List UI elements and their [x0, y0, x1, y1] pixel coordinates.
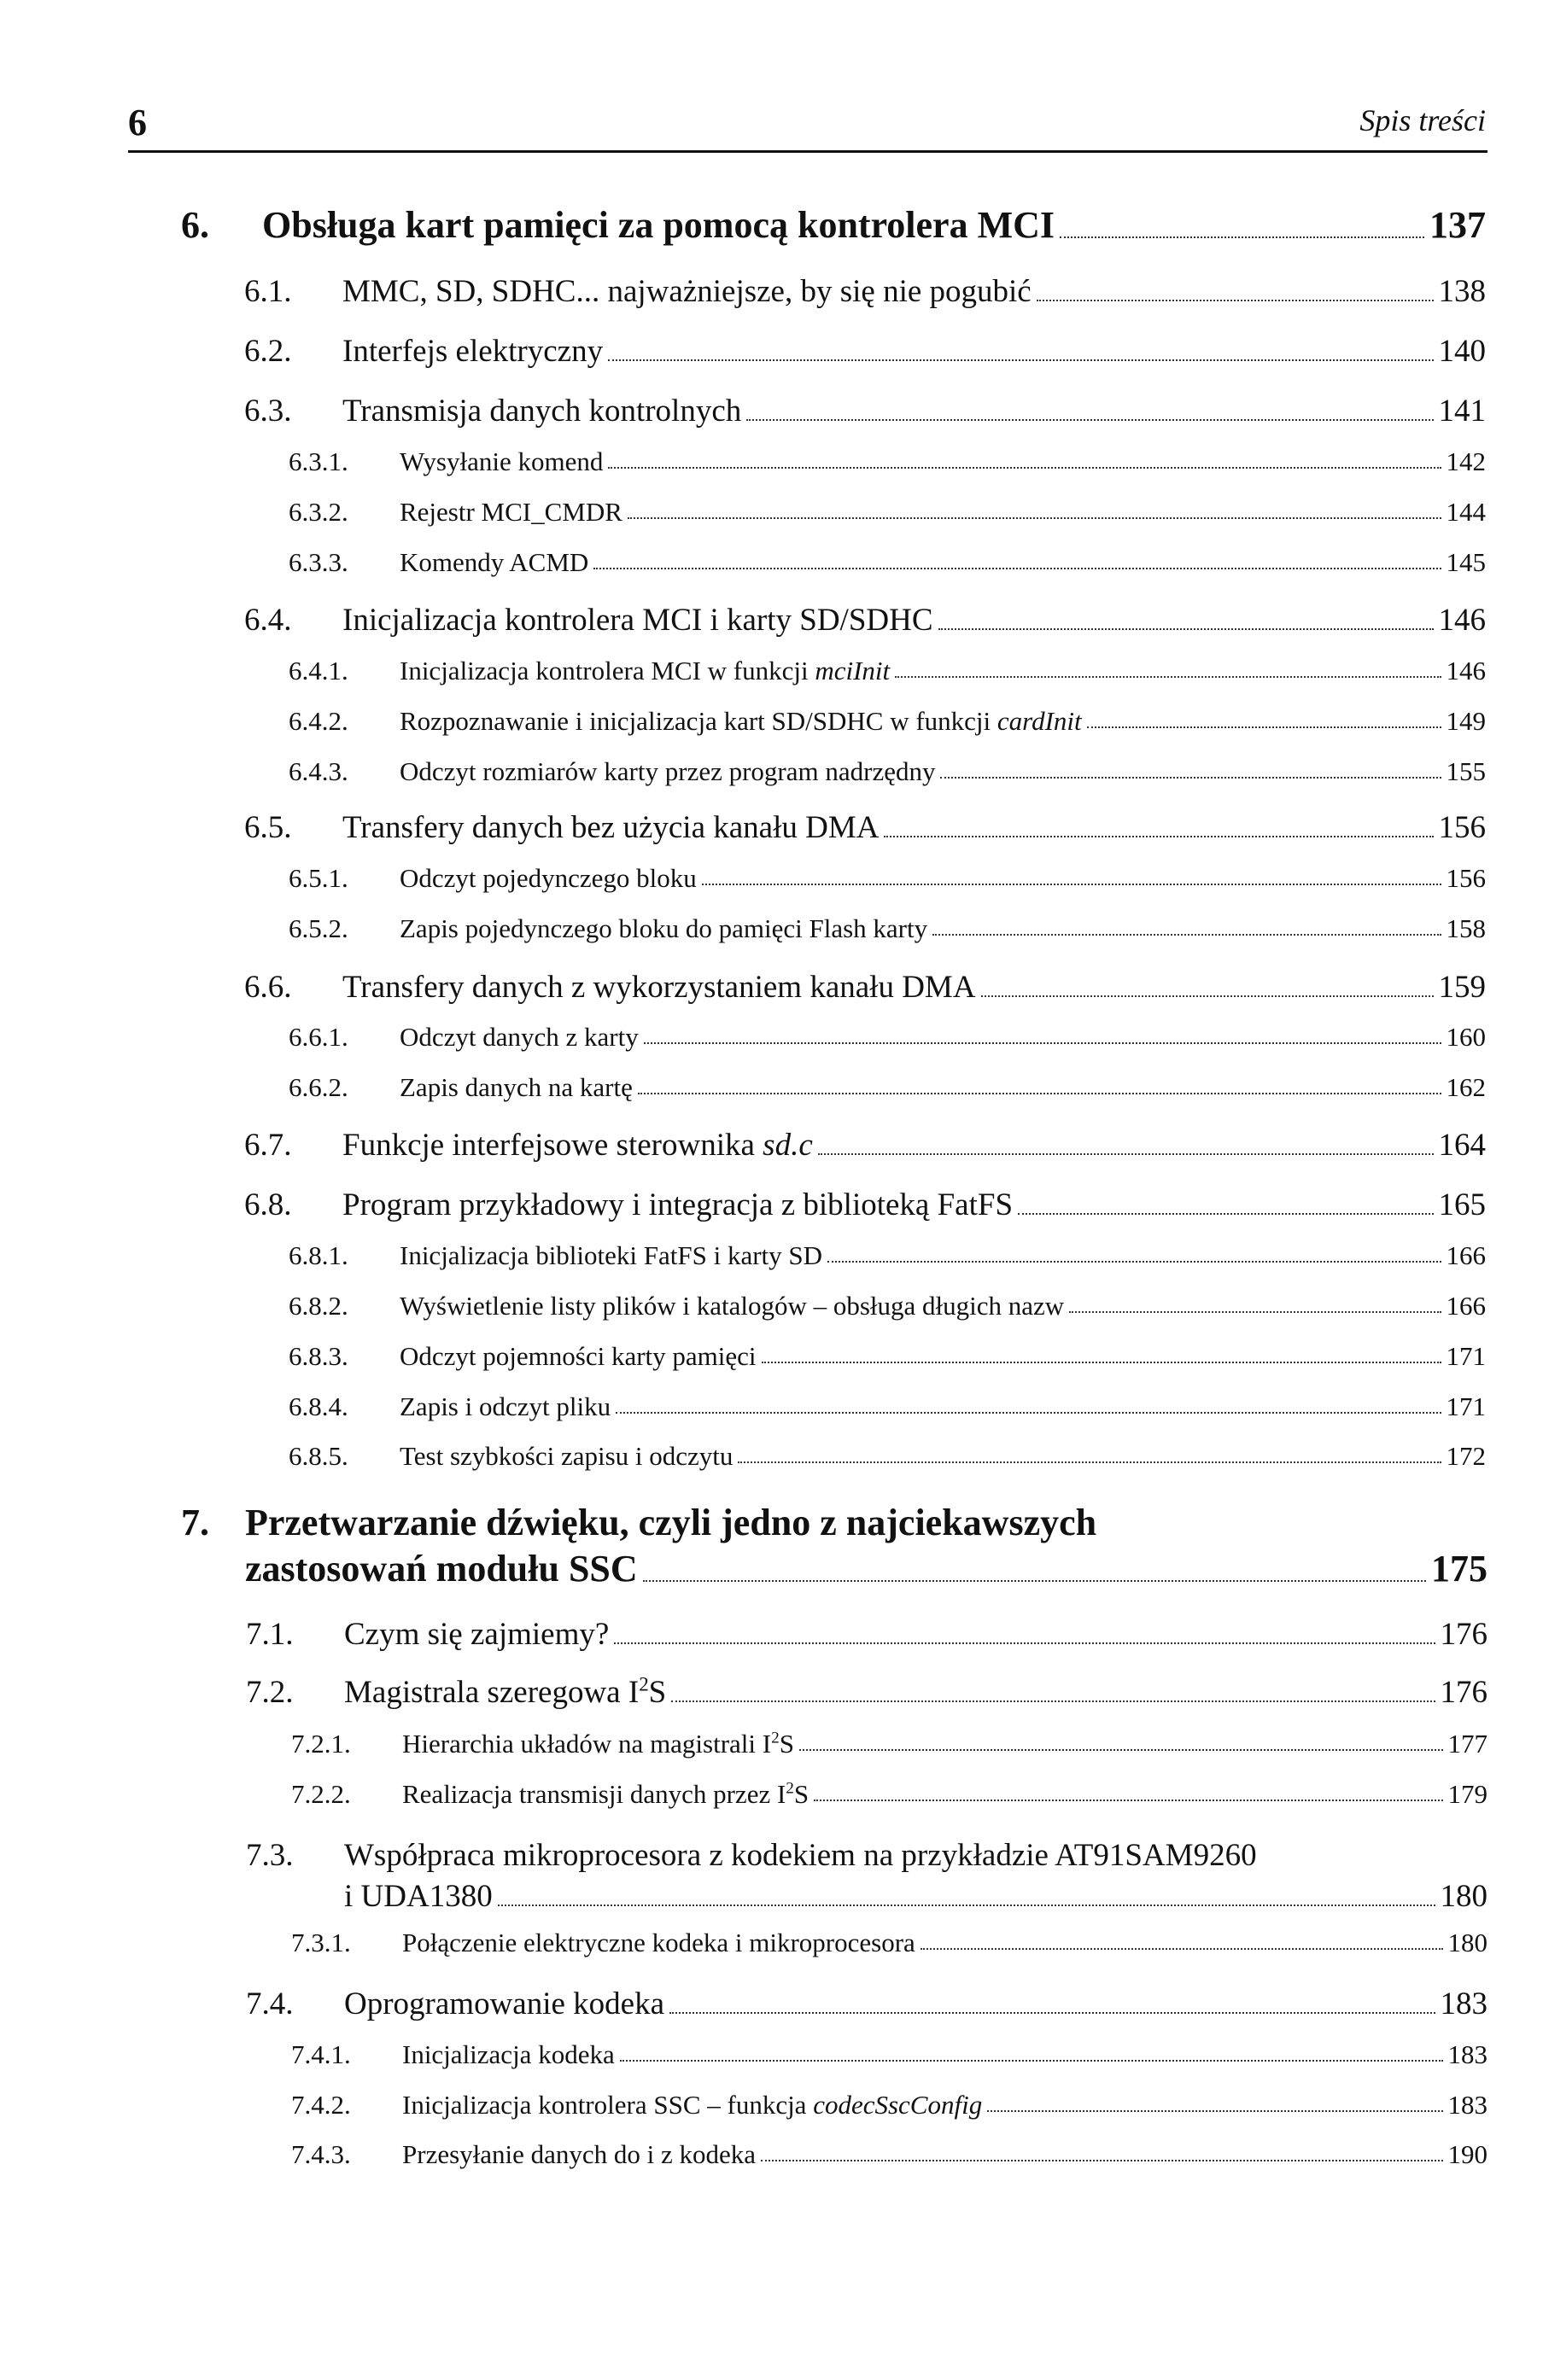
toc-num: 7. [181, 1502, 209, 1543]
toc-page: 177 [1447, 1729, 1487, 1759]
toc-entry-7-2-2[interactable] [291, 1779, 1487, 1810]
toc-leader [940, 777, 1441, 779]
toc-chapter-7[interactable] [245, 1547, 1487, 1590]
toc-entry-6-1[interactable] [244, 273, 1486, 310]
toc-page: 158 [1446, 913, 1486, 943]
toc-entry-6-3-2[interactable] [289, 497, 1486, 528]
toc-title: Współpraca mikroprocesora z kodekiem na przykładzie AT91SAM9260 [344, 1838, 1257, 1873]
toc-num: 6.3.1. [289, 446, 348, 476]
toc-page: 190 [1447, 2139, 1487, 2169]
toc-leader [746, 419, 1433, 421]
superscript: 2 [771, 1729, 780, 1747]
toc-leader [738, 1461, 1441, 1463]
toc-page: 137 [1429, 204, 1486, 246]
toc-title [400, 706, 1082, 737]
toc-title [342, 1127, 813, 1164]
toc-page: 144 [1446, 497, 1486, 527]
toc-title: i UDA1380 [344, 1879, 493, 1914]
toc-num: 6.8. [244, 1187, 292, 1222]
toc-title-italic: sd.c [763, 1128, 813, 1163]
toc-entry-6-8-4[interactable] [289, 1391, 1486, 1422]
toc-page: 171 [1446, 1341, 1486, 1371]
toc-leader [1087, 726, 1441, 728]
toc-title: Oprogramowanie kodeka [344, 1986, 665, 2021]
toc-leader [702, 884, 1441, 885]
toc-title: Test szybkości zapisu i odczytu [400, 1441, 734, 1471]
toc-leader [1037, 300, 1434, 301]
toc-entry-6-2[interactable] [244, 333, 1486, 370]
toc-title: Transmisja danych kontrolnych [342, 394, 742, 429]
toc-page: 140 [1438, 334, 1486, 369]
toc-num: 7.2.1. [291, 1729, 351, 1759]
toc-entry-6-6[interactable] [244, 969, 1486, 1006]
toc-title [344, 1674, 666, 1711]
toc-page: 183 [1440, 1986, 1487, 2021]
toc-entry-6-6-1[interactable] [289, 1022, 1486, 1053]
toc-entry-7-3-line1[interactable] [246, 1837, 1487, 1874]
toc-title: Program przykładowy i integracja z biblioteką FatFS [342, 1187, 1014, 1222]
toc-num: 6. [181, 204, 209, 246]
toc-title: Transfery danych z wykorzystaniem kanału DMA [342, 970, 976, 1005]
toc-entry-7-4[interactable] [246, 1986, 1487, 2022]
toc-entry-7-4-2[interactable] [291, 2090, 1487, 2120]
toc-num: 7.3.1. [291, 1928, 351, 1957]
toc-num: 6.8.4. [289, 1391, 348, 1421]
toc-title-text: Rozpoznawanie i inicjalizacja kart SD/SDHC w funkcji [400, 706, 997, 736]
toc-entry-6-3[interactable] [244, 393, 1486, 429]
toc-num: 6.8.5. [289, 1441, 348, 1471]
toc-num: 6.5.2. [289, 913, 348, 943]
toc-page: 179 [1447, 1779, 1487, 1809]
toc-entry-7-4-1[interactable] [291, 2039, 1487, 2070]
toc-page: 166 [1446, 1291, 1486, 1321]
toc-leader [938, 628, 1434, 630]
toc-leader [669, 2012, 1435, 2014]
toc-entry-6-8[interactable] [244, 1187, 1486, 1223]
toc-title-italic: mciInit [815, 656, 891, 685]
toc-leader [643, 1580, 1426, 1582]
toc-num: 7.4.2. [291, 2090, 351, 2120]
toc-title: Inicjalizacja kontrolera MCI i karty SD/SDHC [342, 603, 933, 638]
toc-title: Przetwarzanie dźwięku, czyli jedno z najciekawszych [245, 1502, 1097, 1543]
toc-num: 7.2.2. [291, 1779, 351, 1809]
superscript: 2 [639, 1673, 649, 1695]
toc-entry-6-5-1[interactable] [289, 863, 1486, 894]
toc-leader [761, 2160, 1442, 2161]
toc-leader [1018, 1213, 1433, 1215]
toc-leader [671, 1700, 1435, 1702]
toc-page: 183 [1447, 2090, 1487, 2120]
toc-num: 6.4.2. [289, 706, 348, 736]
toc-leader [762, 1362, 1441, 1363]
toc-title [402, 1779, 809, 1810]
toc-title-italic: cardInit [997, 706, 1082, 736]
toc-num: 7.4. [246, 1986, 294, 2021]
header-rule [128, 150, 1487, 153]
toc-num: 6.3.3. [289, 547, 348, 577]
running-title: Spis treści [1359, 103, 1486, 137]
toc-num: 7.2. [246, 1675, 294, 1710]
toc-entry-7-1[interactable] [246, 1616, 1487, 1653]
toc-num: 7.4.3. [291, 2139, 351, 2169]
toc-page: 172 [1446, 1441, 1486, 1471]
toc-page: 175 [1431, 1548, 1487, 1590]
toc-title-text: S [793, 1779, 809, 1809]
toc-page: 155 [1446, 756, 1486, 786]
toc-title-text: Realizacja transmisji danych przez I [402, 1779, 786, 1809]
toc-page: 159 [1438, 970, 1486, 1005]
toc-num: 6.6.1. [289, 1022, 348, 1052]
toc-num: 6.5. [244, 810, 292, 845]
toc-page: 160 [1446, 1022, 1486, 1052]
toc-leader [1060, 236, 1424, 238]
toc-leader [644, 1042, 1441, 1044]
toc-title: MMC, SD, SDHC... najważniejsze, by się nie pogubić [342, 274, 1032, 309]
toc-title: Odczyt danych z karty [400, 1022, 639, 1052]
toc-entry-6-8-2[interactable] [289, 1291, 1486, 1321]
toc-title-text: Magistrala szeregowa I [344, 1675, 640, 1710]
toc-title [400, 656, 890, 686]
toc-title-text: Hierarchia układów na magistrali I [402, 1729, 772, 1759]
toc-title: Odczyt rozmiarów karty przez program nadrzędny [400, 756, 936, 786]
toc-leader [614, 1642, 1435, 1644]
toc-chapter-6[interactable] [181, 203, 1486, 247]
toc-entry-6-7[interactable] [244, 1127, 1486, 1164]
toc-leader [620, 2060, 1443, 2062]
toc-page: 183 [1447, 2039, 1487, 2069]
toc-entry-6-4-3[interactable] [289, 756, 1486, 787]
toc-leader [638, 1093, 1441, 1094]
toc-page: 176 [1440, 1675, 1487, 1710]
toc-num: 6.8.2. [289, 1291, 348, 1321]
toc-num: 6.8.3. [289, 1341, 348, 1371]
toc-title: Odczyt pojedynczego bloku [400, 863, 697, 893]
toc-page: 156 [1438, 810, 1486, 845]
toc-num: 6.5.1. [289, 863, 348, 893]
toc-title: Wyświetlenie listy plików i katalogów – obsługa długich nazw [400, 1291, 1065, 1321]
toc-entry-6-4[interactable] [244, 602, 1486, 639]
toc-title: zastosowań modułu SSC [245, 1548, 638, 1590]
toc-page: 141 [1438, 394, 1486, 429]
toc-entry-7-3-1[interactable] [291, 1928, 1487, 1958]
toc-num: 6.4. [244, 603, 292, 638]
toc-entry-6-6-2[interactable] [289, 1072, 1486, 1103]
toc-entry-6-8-5[interactable] [289, 1441, 1486, 1472]
toc-entry-7-2[interactable] [246, 1674, 1487, 1711]
toc-title: Inicjalizacja kodeka [402, 2039, 615, 2069]
toc-num: 7.3. [246, 1838, 294, 1873]
toc-page: 176 [1440, 1617, 1487, 1652]
toc-entry-6-3-3[interactable] [289, 547, 1486, 578]
toc-title: Zapis pojedynczego bloku do pamięci Flash karty [400, 913, 928, 943]
toc-title: Odczyt pojemności karty pamięci [400, 1341, 757, 1371]
toc-num: 6.8.1. [289, 1240, 348, 1270]
toc-title-text: S [779, 1729, 794, 1759]
toc-chapter-7-line1[interactable] [181, 1501, 1096, 1544]
toc-num: 6.3. [244, 394, 292, 429]
superscript: 2 [786, 1779, 794, 1798]
toc-leader [608, 359, 1433, 361]
toc-title-text: Inicjalizacja kontrolera SSC – funkcja [402, 2090, 814, 2120]
toc-num: 6.1. [244, 274, 292, 309]
toc-entry-6-4-1[interactable] [289, 656, 1486, 686]
page-header [128, 101, 1486, 152]
toc-page: 156 [1446, 863, 1486, 893]
toc-leader [799, 1749, 1443, 1751]
toc-leader [498, 1905, 1435, 1906]
toc-title-text: Funkcje interfejsowe sterownika [342, 1128, 763, 1163]
toc-entry-6-3-1[interactable] [289, 446, 1486, 477]
toc-num: 6.7. [244, 1128, 292, 1163]
toc-leader [616, 1412, 1441, 1414]
toc-title: Inicjalizacja biblioteki FatFS i karty SD [400, 1240, 823, 1270]
toc-leader [593, 568, 1441, 569]
toc-entry-6-8-3[interactable] [289, 1341, 1486, 1372]
toc-leader [628, 517, 1441, 519]
toc-num: 6.6.2. [289, 1072, 348, 1102]
toc-page: 146 [1446, 656, 1486, 685]
toc-title: Obsługa kart pamięci za pomocą kontrolera MCI [262, 204, 1055, 246]
toc-num: 6.2. [244, 334, 292, 369]
toc-title: Transfery danych bez użycia kanału DMA [342, 810, 880, 845]
toc-num: 6.4.1. [289, 656, 348, 685]
toc-entry-6-5-2[interactable] [289, 913, 1486, 944]
toc-title: Interfejs elektryczny [342, 334, 604, 369]
toc-page: 166 [1446, 1240, 1486, 1270]
page-number: 6 [128, 102, 147, 143]
toc-title: Komendy ACMD [400, 547, 589, 577]
toc-num: 6.4.3. [289, 756, 348, 786]
toc-leader [814, 1800, 1442, 1801]
toc-leader [921, 1948, 1443, 1950]
toc-title-text: S [648, 1675, 667, 1710]
toc-entry-6-4-2[interactable] [289, 706, 1486, 737]
toc-page: 164 [1438, 1128, 1486, 1163]
toc-entry-7-2-1[interactable] [291, 1729, 1487, 1759]
toc-title: Zapis i odczyt pliku [400, 1391, 611, 1421]
toc-title: Rejestr MCI_CMDR [400, 497, 622, 527]
toc-leader [895, 676, 1441, 678]
toc-title: Wysyłanie komend [400, 446, 604, 476]
toc-leader [1069, 1311, 1441, 1313]
toc-leader [608, 467, 1441, 469]
toc-leader [981, 995, 1434, 997]
toc-title: Połączenie elektryczne kodeka i mikroprocesora [402, 1928, 915, 1957]
toc-title: Czym się zajmiemy? [344, 1617, 610, 1652]
toc-num: 6.6. [244, 970, 292, 1005]
toc-num: 7.4.1. [291, 2039, 351, 2069]
toc-num: 7.1. [246, 1617, 294, 1652]
toc-entry-7-3[interactable] [344, 1878, 1487, 1915]
toc-page: 149 [1446, 706, 1486, 736]
toc-page: 142 [1446, 446, 1486, 476]
toc-title [402, 1729, 794, 1759]
toc-page: 171 [1446, 1391, 1486, 1421]
toc-leader [987, 2110, 1442, 2112]
toc-entry-6-5[interactable] [244, 809, 1486, 846]
toc-leader [827, 1261, 1441, 1263]
toc-title-italic: codecSscConfig [813, 2090, 983, 2120]
toc-title: Przesyłanie danych do i z kodeka [402, 2139, 757, 2169]
toc-page: 146 [1438, 603, 1486, 638]
toc-page: 165 [1438, 1187, 1486, 1222]
toc-page: 138 [1438, 274, 1486, 309]
toc-leader [818, 1153, 1434, 1155]
toc-leader [884, 836, 1433, 837]
toc-title-text: Inicjalizacja kontrolera MCI w funkcji [400, 656, 815, 685]
toc-page: 180 [1440, 1879, 1487, 1914]
toc-page: 145 [1446, 547, 1486, 577]
toc-leader [932, 934, 1441, 936]
toc-title [402, 2090, 982, 2120]
toc-entry-7-4-3[interactable] [291, 2139, 1487, 2170]
toc-page: 162 [1446, 1072, 1486, 1102]
toc-entry-6-8-1[interactable] [289, 1240, 1486, 1271]
toc-title: Zapis danych na kartę [400, 1072, 633, 1102]
toc-page: 180 [1447, 1928, 1487, 1957]
toc-num: 6.3.2. [289, 497, 348, 527]
